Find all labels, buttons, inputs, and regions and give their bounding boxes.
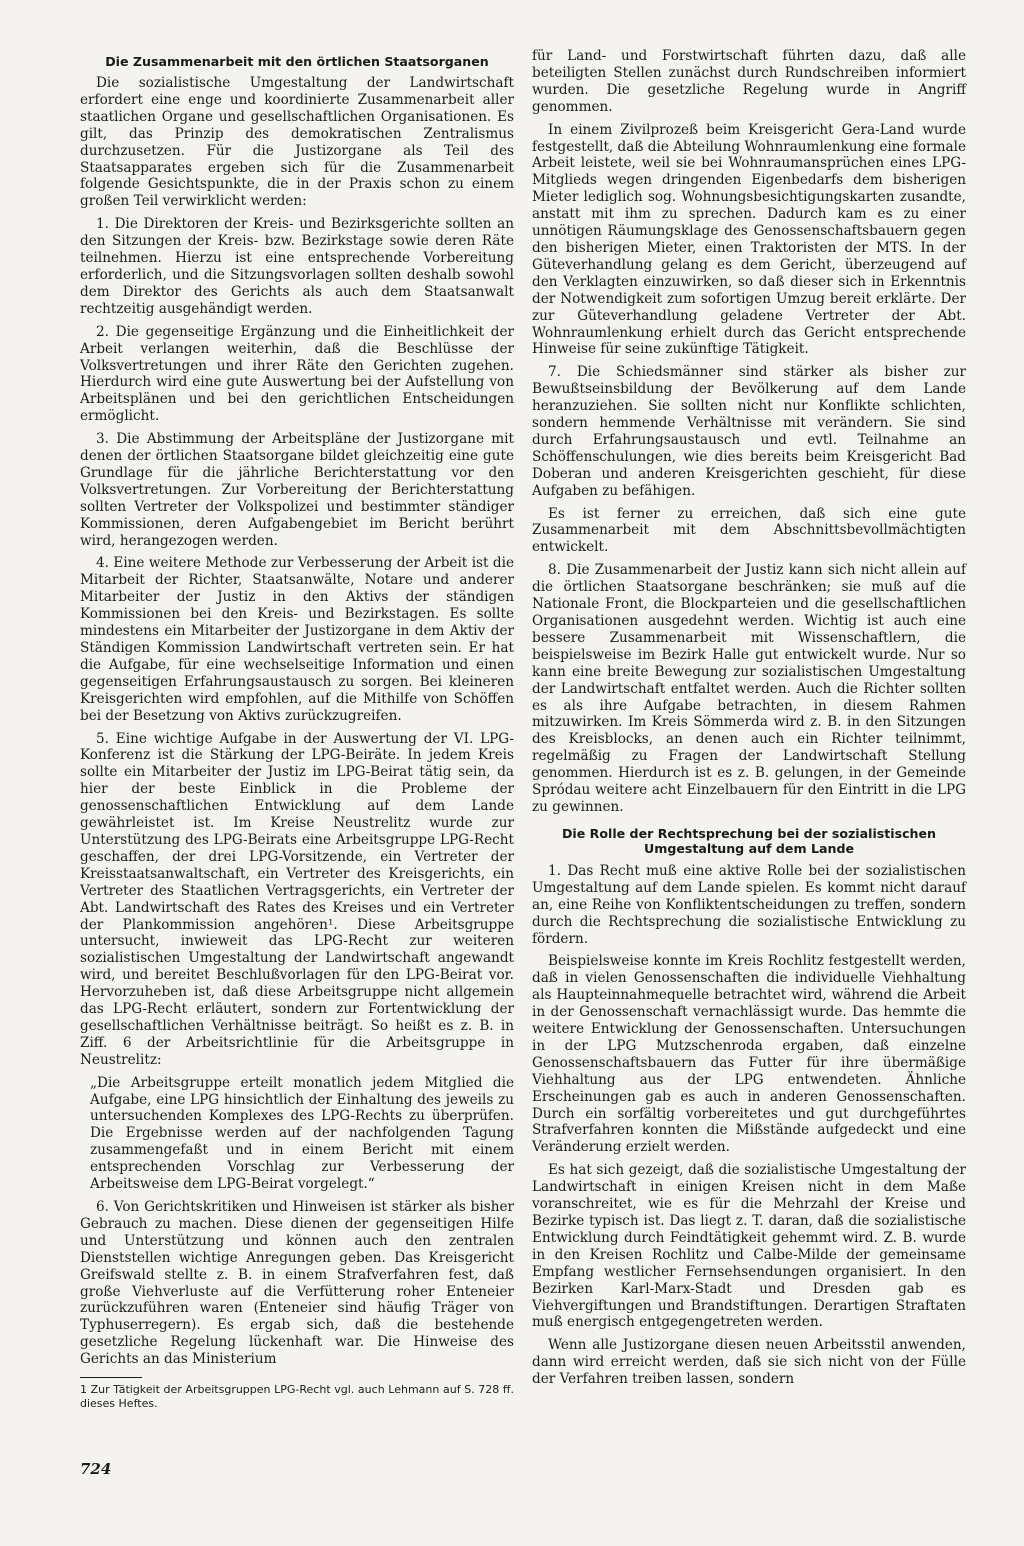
footnote-rule <box>80 1377 142 1378</box>
paragraph-point-3: 3. Die Abstimmung der Arbeitspläne der Justizorgane mit denen der örtlichen Staatsorgane bildet gleichzeitig eine gute Grundlage für die jährliche Berichterstattung vor den Volksvertretungen. Zur Vorbereitung der Berichterstattung sollten Vertreter der Volkspolizei und bestimmter ständiger Kommissionen, deren Aufgabengebiet im Bericht berührt wird, herangezogen werden. <box>80 431 514 549</box>
section-heading-jurisdiction: Die Rolle der Rechtsprechung bei der sozialistischen Umgestaltung auf dem Lande <box>561 825 937 856</box>
paragraph-point-5: 5. Eine wichtige Aufgabe in der Auswertung der VI. LPG-Konferenz ist die Stärkung der LPG-Beiräte. In jedem Kreis sollte ein Mitarbeiter der Justiz im LPG-Beirat tätig sein, da hier der beste Einblick in die Probleme der genossenschaftlichen Entwicklung auf dem Lande gewährleistet ist. Im Kreise Neustrelitz wurde zur Unterstützung des LPG-Beirats eine Arbeitsgruppe LPG-Recht geschaffen, der drei LPG-Vorsitzende, ein Vertreter der Kreisstaatsanwaltschaft, ein Vertreter des Kreisgerichts, ein Vertreter des Staatlichen Vertragsgerichts, ein Vertreter der Abt. Landwirtschaft des Rates des Kreises und ein Vertreter der Plankommission angehören¹. Diese Arbeitsgruppe untersucht, inwieweit das LPG-Recht zur weiteren sozialistischen Umgestaltung der Landwirtschaft angewandt wird, und bereitet Beschlußvorlagen für den LPG-Beirat vor. Hervorzuheben ist, daß diese Arbeitsgruppe nicht allgemein das LPG-Recht erläutert, sondern zur Fortentwicklung der gesellschaftlichen Verhältnisse beiträgt. So heißt es z. B. in Ziff. 6 der Arbeitsrichtlinie für die Arbeitsgruppe in Neustrelitz: <box>80 730 514 1068</box>
footnote: 1 Zur Tätigkeit der Arbeitsgruppen LPG-Recht vgl. auch Lehmann auf S. 728 ff. dieses Heftes. <box>80 1383 514 1410</box>
paragraph-point-1: 1. Die Direktoren der Kreis- und Bezirksgerichte sollten an den Sitzungen der Kreis- bzw. Bezirkstage sowie deren Räte teilnehmen. Hierzu ist eine entsprechende Vorbereitung erforderlich, und die Sitzungsvorlagen sollten deshalb sowohl dem Direktor des Gerichts als auch dem Staatsanwalt rechtzeitig ausgehändigt werden. <box>80 216 514 317</box>
paragraph-point-7: 7. Die Schiedsmänner sind stärker als bisher zur Bewußtseinsbildung der Bevölkerung auf dem Lande heranzuziehen. Sie sollten nicht nur Konflikte schlichten, sondern hemmende Verhältnisse mit verändern. Sie sind durch Erfahrungsaustausch und evtl. Teilnahme an Schöffenschulungen, wie dies bereits beim Kreisgericht Bad Doberan und anderen Kreisgerichten geschieht, für diese Aufgaben zu befähigen. <box>532 364 966 499</box>
paragraph-abschnittsbevollmaechtigter: Es ist ferner zu erreichen, daß sich eine gute Zusammenarbeit mit dem Abschnittsbevollmächtigten entwickelt. <box>532 505 966 556</box>
right-column <box>532 48 966 1394</box>
paragraph-role-1: 1. Das Recht muß eine aktive Rolle bei der sozialistischen Umgestaltung auf dem Lande spielen. Es kommt nicht darauf an, eine Reihe von Konfliktentscheidungen zu treffen, sondern durch die Rechtsprechung die sozialistische Entwicklung zu fördern. <box>532 862 966 947</box>
paragraph-point-6: 6. Von Gerichtskritiken und Hinweisen ist stärker als bisher Gebrauch zu machen. Diese dienen der gegenseitigen Hilfe und Unterstützung und können auch den zentralen Dienststellen wichtige Anregungen geben. Das Kreisgericht Greifswald stellte z. B. in einem Strafverfahren fest, daß große Viehverluste auf die Verfütterung roher Enteneier zurückzuführen waren (Enteneier sind häufig Träger von Typhuserregern). Es ergab sich, daß die bestehende gesetzliche Regelung lückenhaft war. Die Hinweise des Gerichts an das Ministerium <box>80 1199 514 1368</box>
paragraph-gera-land: In einem Zivilprozeß beim Kreisgericht Gera-Land wurde festgestellt, daß die Abteilung Wohnraumlenkung eine formale Arbeit leistete, weil sie bei Wohnraumansprüchen eines LPG-Mitglieds wegen dringenden Eigenbedarfs dem bisherigen Mieter lediglich sog. Wohnungsbesichtigungskarten zusandte, anstatt mit ihm zu sprechen. Dadurch kam es zu einer unnötigen Räumungsklage des Genossenschaftsbauern gegen den bisherigen Mieter, einen Traktoristen der MTS. In der Güteverhandlung gelang es dem Gericht, überzeugend auf den Verklagten einzuwirken, so daß dieser sich in Erkenntnis der Notwendigkeit zum sofortigen Umzug bereit erklärte. Der zur Güteverhandlung geladene Vertreter der Abt. Wohnraumlenkung erhielt durch das Gericht entsprechende Hinweise für seine zukünftige Tätigkeit. <box>532 121 966 358</box>
paragraph-point-8: 8. Die Zusammenarbeit der Justiz kann sich nicht allein auf die örtlichen Staatsorgane beschränken; sie muß auf die Nationale Front, die Blockparteien und die gesellschaftlichen Organisationen ausgedehnt werden. Wichtig ist auch eine bessere Zusammenarbeit mit Wissenschaftlern, die beispielsweise im Bezirk Halle gut entwickelt wurde. Nur so kann eine breite Bewegung zur sozialistischen Umgestaltung der Landwirtschaft entfaltet werden. Auch die Richter sollten es als ihre Aufgabe betrachten, in diesem Rahmen mitzuwirken. Im Kreis Sömmerda wird z. B. in den Sitzungen des Kreisblocks, an denen auch ein Richter teilnimmt, regelmäßig zu Fragen der Landwirtschaft Stellung genommen. Hierdurch ist es z. B. gelungen, in der Gemeinde Spródau weitere acht Einzelbauern für den Eintritt in die LPG zu gewinnen. <box>532 562 966 815</box>
paragraph-intro: Die sozialistische Umgestaltung der Landwirtschaft erfordert eine enge und koordinierte Zusammenarbeit aller staatlichen Organe und gesellschaftlichen Organisationen. Es gilt, das Prinzip des demokratischen Zentralismus durchzusetzen. Für die Justizorgane als Teil des Staatsapparates ergeben sich für die Zusammenarbeit folgende Gesichtspunkte, die in der Praxis schon zu einem großen Teil verwirklicht werden: <box>80 75 514 210</box>
page-number: 724 <box>80 1460 112 1478</box>
paragraph-feindtaetigkeit: Es hat sich gezeigt, daß die sozialistische Umgestaltung der Landwirtschaft in einigen Kreisen nicht in dem Maße voranschreitet, wie es für die Mehrzahl der Kreise und Bezirke typisch ist. Das liegt z. T. daran, daß die sozialistische Entwicklung durch Feindtätigkeit gehemmt wird. Z. B. wurde in den Kreisen Rochlitz und Calbe-Milde der gemeinsame Empfang westlicher Fernsehsendungen organisiert. In den Bezirken Karl-Marx-Stadt und Dresden gab es Viehvergiftungen und Brandstiftungen. Derartigen Straftaten muß energisch entgegengetreten werden. <box>532 1162 966 1331</box>
paragraph-continuation: für Land- und Forstwirtschaft führten dazu, daß alle beteiligten Stellen zunächst durch Rundschreiben informiert wurden. Die gesetzliche Regelung wurde in Angriff genommen. <box>532 48 966 115</box>
paragraph-rochlitz: Beispielsweise konnte im Kreis Rochlitz festgestellt werden, daß in vielen Genossenschaften die individuelle Viehhaltung als Haupteinnahmequelle betrachtet wird, während die Arbeit in der Genossenschaft vernachlässigt wurde. Das hemmte die weitere Entwicklung der Genossenschaften. Untersuchungen in der LPG Mutzschenroda ergaben, daß einzelne Genossenschaftsbauern das Futter für ihre übermäßige Viehhaltung aus der LPG entwendeten. Ähnliche Erscheinungen gab es auch in anderen Genossenschaften. Durch ein sorfältig vorbereitetes und gut durchgeführtes Strafverfahren konnten die Mißstände aufgedeckt und eine Veränderung erzielt werden. <box>532 953 966 1156</box>
paragraph-quote-neustrelitz: „Die Arbeitsgruppe erteilt monatlich jedem Mitglied die Aufgabe, eine LPG hinsichtlich der Einhaltung des jeweils zu untersuchenden Komplexes des LPG-Rechts zu überprüfen. Die Ergebnisse werden auf der nachfolgenden Tagung zusammengefaßt und in einem Bericht mit einem entsprechenden Vorschlag zur Verbesserung der Arbeitsweise dem LPG-Beirat vorgelegt.“ <box>90 1074 514 1193</box>
section-heading-cooperation: Die Zusammenarbeit mit den örtlichen Staatsorganen <box>105 54 489 69</box>
paragraph-point-4: 4. Eine weitere Methode zur Verbesserung der Arbeit ist die Mitarbeit der Richter, Staatsanwälte, Notare und anderer Mitarbeiter der Justiz in den Aktivs der ständigen Kommissionen bei den Kreis- und Bezirkstagen. Es sollte mindestens ein Mitarbeiter der Justizorgane in dem Aktiv der Ständigen Kommission Landwirtschaft vertreten sein. Er hat die Aufgabe, für eine wechselseitige Information und einen gegenseitigen Erfahrungsaustausch zu sorgen. Bei kleineren Kreisgerichten wird empfohlen, auf die Mithilfe von Schöffen bei der Besetzung von Aktivs zurückzugreifen. <box>80 555 514 724</box>
paragraph-arbeitsstil: Wenn alle Justizorgane diesen neuen Arbeitsstil anwenden, dann wird erreicht werden, daß sie sich nicht von der Fülle der Verfahren treiben lassen, sondern <box>532 1337 966 1388</box>
left-column <box>80 48 514 1374</box>
paragraph-point-2: 2. Die gegenseitige Ergänzung und die Einheitlichkeit der Arbeit verlangen weiterhin, daß die Beschlüsse der Volksvertretungen und ihrer Räte den Gerichten zugehen. Hierdurch wird eine gute Auswertung bei der Aufstellung von Arbeitsplänen und bei den gerichtlichen Entscheidungen ermöglicht. <box>80 323 514 425</box>
